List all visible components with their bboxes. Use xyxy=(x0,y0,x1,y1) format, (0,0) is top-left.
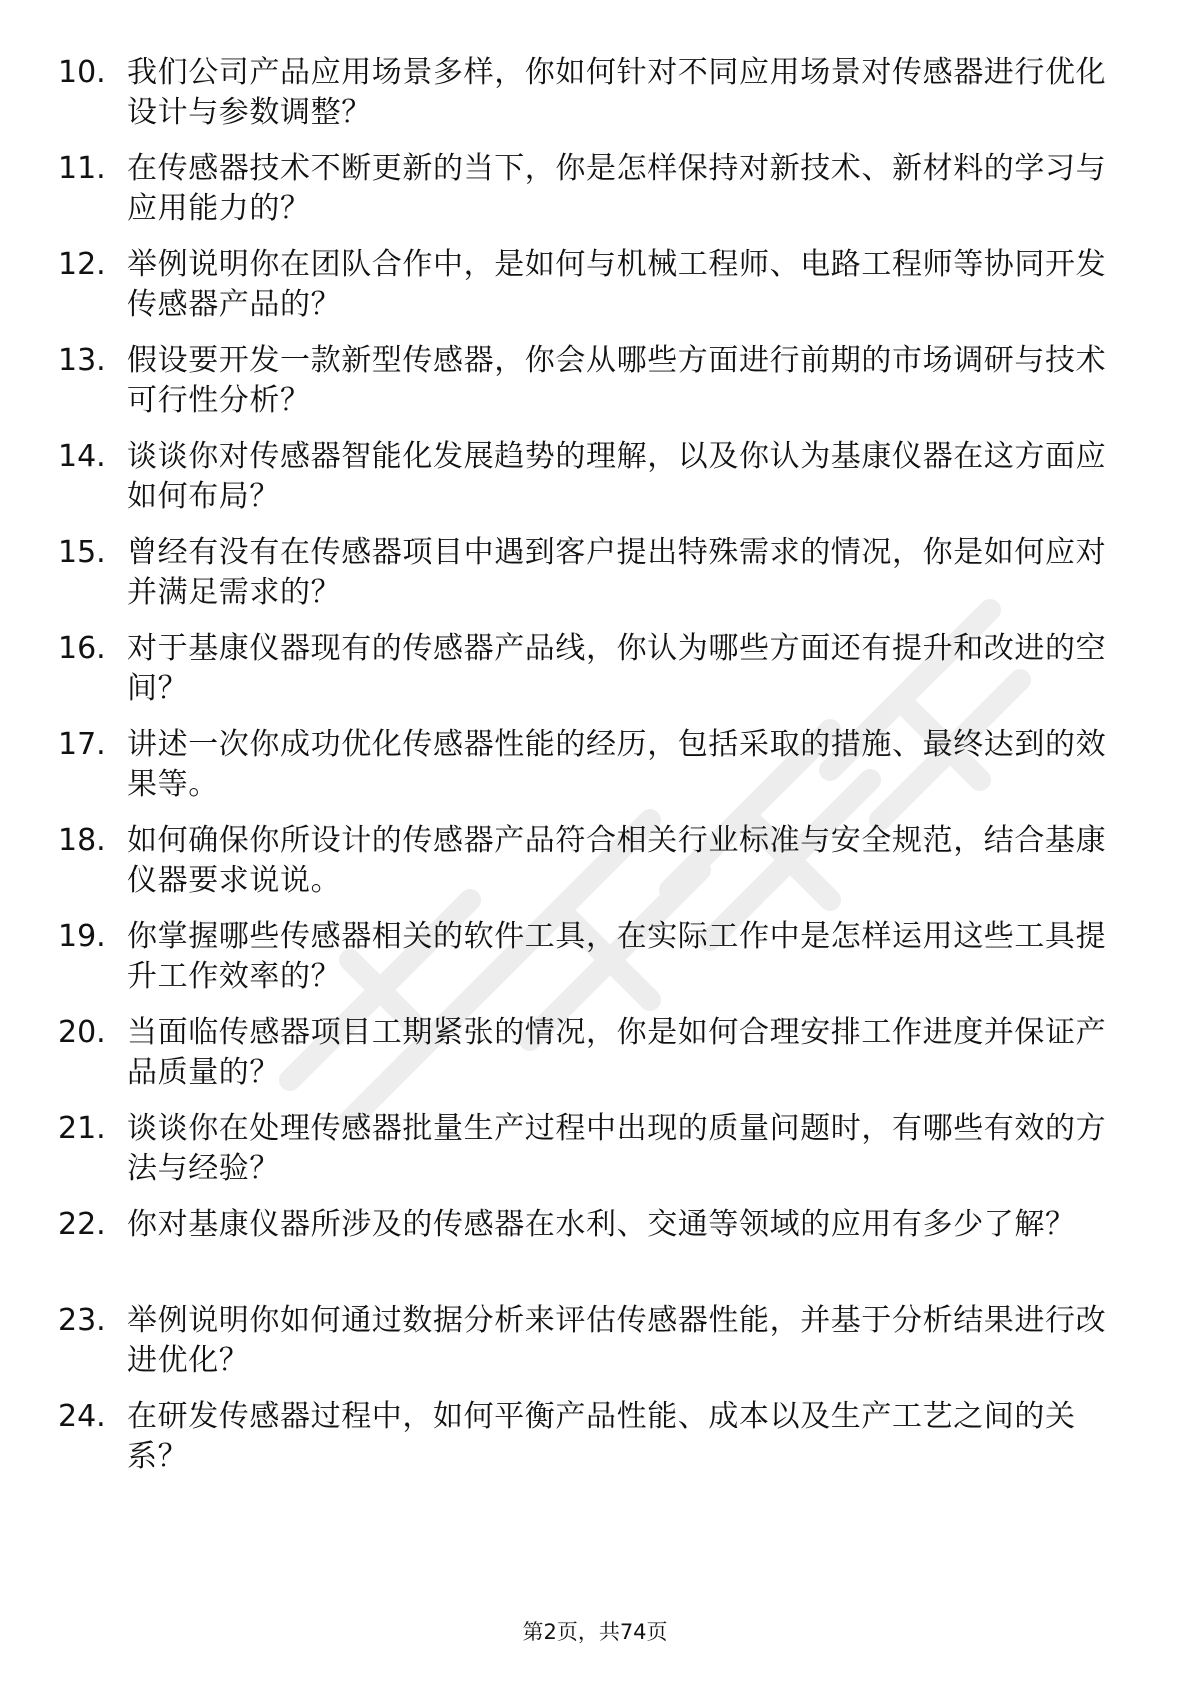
question-text: 假设要开发一款新型传感器，你会从哪些方面进行前期的市场调研与技术可行性分析？ xyxy=(127,343,1107,418)
question-item xyxy=(0,437,1190,517)
question-number: 13. xyxy=(58,343,106,378)
question-item xyxy=(0,1301,1190,1381)
question-item xyxy=(0,917,1190,997)
question-number: 15. xyxy=(58,535,106,570)
question-number: 16. xyxy=(58,631,106,666)
question-text: 你对基康仪器所涉及的传感器在水利、交通等领域的应用有多少了解？ xyxy=(127,1207,1076,1242)
question-item xyxy=(0,629,1190,709)
page-footer: 第2页，共74页 xyxy=(522,1620,668,1644)
question-number: 24. xyxy=(58,1399,106,1434)
question-number: 18. xyxy=(58,823,106,858)
question-item xyxy=(0,1205,1190,1285)
question-item xyxy=(0,341,1190,421)
question-item xyxy=(0,821,1190,901)
question-number: 22. xyxy=(58,1207,106,1242)
question-text: 我们公司产品应用场景多样，你如何针对不同应用场景对传感器进行优化设计与参数调整？ xyxy=(127,55,1107,130)
question-text: 当面临传感器项目工期紧张的情况，你是如何合理安排工作进度并保证产品质量的？ xyxy=(127,1015,1107,1090)
question-number: 11. xyxy=(58,151,106,186)
question-text: 曾经有没有在传感器项目中遇到客户提出特殊需求的情况，你是如何应对并满足需求的？ xyxy=(127,535,1107,610)
question-text: 讲述一次你成功优化传感器性能的经历，包括采取的措施、最终达到的效果等。 xyxy=(127,727,1107,802)
question-text: 如何确保你所设计的传感器产品符合相关行业标准与安全规范，结合基康仪器要求说说。 xyxy=(127,823,1107,898)
question-text: 谈谈你在处理传感器批量生产过程中出现的质量问题时，有哪些有效的方法与经验？ xyxy=(127,1111,1107,1186)
question-text: 谈谈你对传感器智能化发展趋势的理解，以及你认为基康仪器在这方面应如何布局？ xyxy=(127,439,1107,514)
question-text: 在研发传感器过程中，如何平衡产品性能、成本以及生产工艺之间的关系？ xyxy=(127,1399,1076,1474)
question-number: 10. xyxy=(58,55,106,90)
question-number: 23. xyxy=(58,1303,106,1338)
question-number: 17. xyxy=(58,727,106,762)
question-number: 21. xyxy=(58,1111,106,1146)
question-item xyxy=(0,53,1190,133)
question-number: 20. xyxy=(58,1015,106,1050)
question-item xyxy=(0,533,1190,613)
question-number: 14. xyxy=(58,439,106,474)
question-item xyxy=(0,245,1190,325)
question-item xyxy=(0,149,1190,229)
question-text: 举例说明你在团队合作中，是如何与机械工程师、电路工程师等协同开发传感器产品的？ xyxy=(127,247,1107,322)
question-item xyxy=(0,1397,1190,1477)
question-text: 在传感器技术不断更新的当下，你是怎样保持对新技术、新材料的学习与应用能力的？ xyxy=(127,151,1107,226)
question-text: 对于基康仪器现有的传感器产品线，你认为哪些方面还有提升和改进的空间？ xyxy=(127,631,1107,706)
question-text: 举例说明你如何通过数据分析来评估传感器性能，并基于分析结果进行改进优化？ xyxy=(127,1303,1107,1378)
question-item xyxy=(0,725,1190,805)
question-item xyxy=(0,1013,1190,1093)
question-number: 19. xyxy=(58,919,106,954)
question-number: 12. xyxy=(58,247,106,282)
question-text: 你掌握哪些传感器相关的软件工具，在实际工作中是怎样运用这些工具提升工作效率的？ xyxy=(127,919,1107,994)
question-item xyxy=(0,1109,1190,1189)
